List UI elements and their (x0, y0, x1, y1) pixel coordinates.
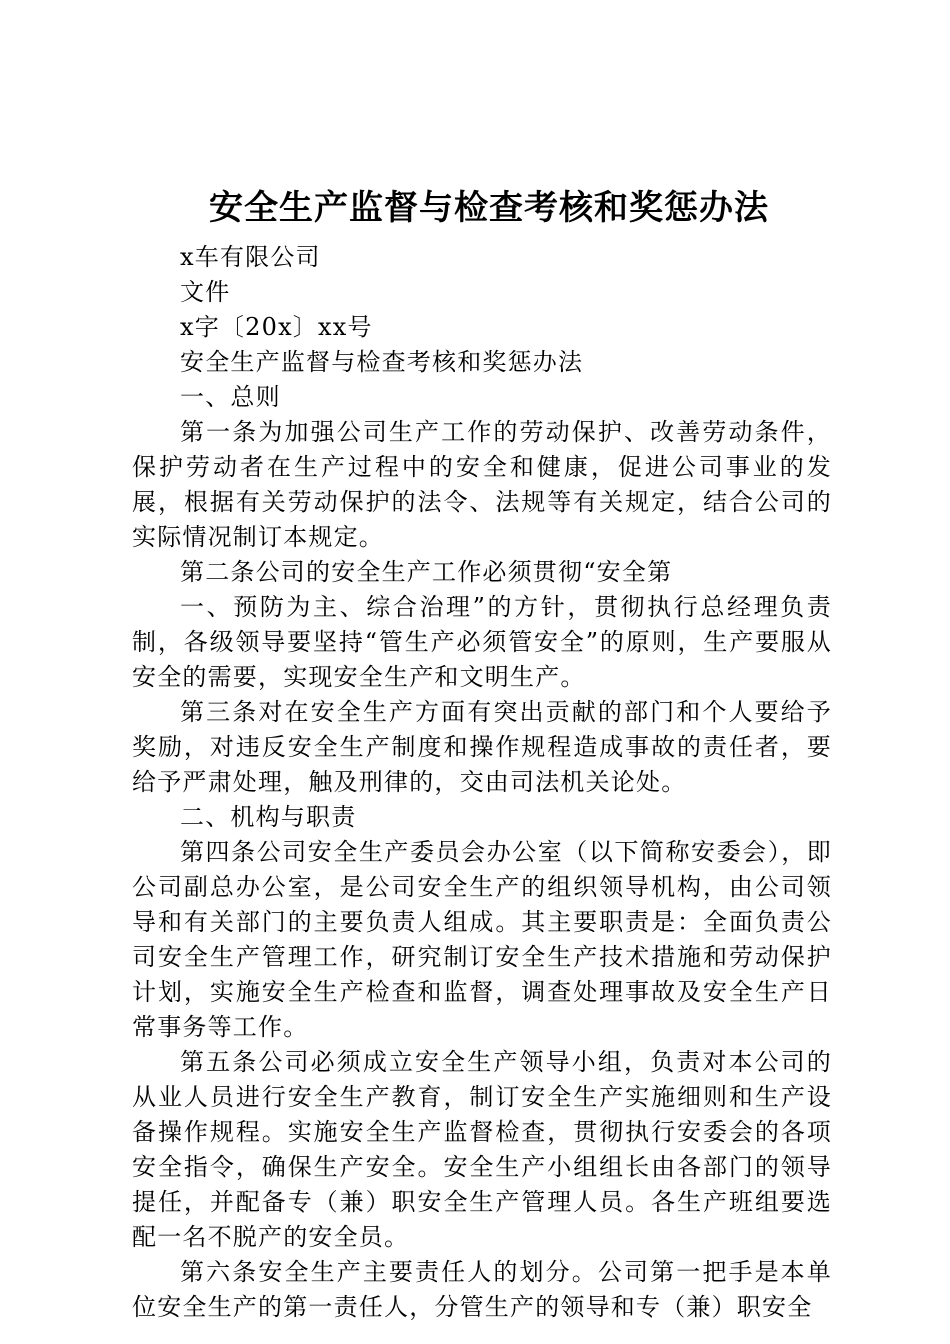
document-subtitle: 安全生产监督与检查考核和奖惩办法 (180, 348, 584, 376)
document-title: 安全生产监督与检查考核和奖惩办法 (209, 188, 769, 228)
article-4: 第四条公司安全生产委员会办公室（以下简称安委会），即公司副总办公室，是公司安全生产的组织领导机构，由公司领导和有关部门的主要负责人组成。其主要职责是：全面负责公司安全生产管理工作，研究制订安全生产技术措施和劳动保护计划，实施安全生产检查和监督，调查处理事故及安全生产日常事务等工作。 (132, 838, 832, 1041)
article-3: 第三条对在安全生产方面有突出贡献的部门和个人要给予奖励，对违反安全生产制度和操作规程造成事故的责任者，要给予严肃处理，触及刑律的，交由司法机关论处。 (132, 698, 832, 796)
article-5: 第五条公司必须成立安全生产领导小组，负责对本公司的从业人员进行安全生产教育，制订安全生产实施细则和生产设备操作规程。实施安全生产监督检查，贯彻执行安委会的各项安全指令，确保生产安全。安全生产小组组长由各部门的领导提任，并配备专（兼）职安全生产管理人员。各生产班组要选配一名不脱产的安全员。 (132, 1048, 832, 1251)
article-2-start: 第二条公司的安全生产工作必须贯彻“安全第 (180, 558, 673, 586)
document-type: 文件 (180, 278, 231, 306)
section-heading-organization: 二、机构与职责 (180, 803, 357, 831)
article-2-continued: 一、预防为主、综合治理”的方针，贯彻执行总经理负责制，各级领导要坚持“管生产必须管安全”的原则，生产要服从安全的需要，实现安全生产和文明生产。 (132, 593, 832, 691)
article-6: 第六条安全生产主要责任人的划分。公司第一把手是本单位安全生产的第一责任人，分管生产的领导和专（兼）职安全 (132, 1258, 832, 1321)
section-heading-general: 一、总则 (180, 383, 281, 411)
document-number: x字〔20x〕xx号 (180, 313, 373, 341)
company-name: x车有限公司 (180, 243, 321, 271)
article-1: 第一条为加强公司生产工作的劳动保护、改善劳动条件，保护劳动者在生产过程中的安全和健康，促进公司事业的发展，根据有关劳动保护的法令、法规等有关规定，结合公司的实际情况制订本规定。 (132, 418, 832, 551)
